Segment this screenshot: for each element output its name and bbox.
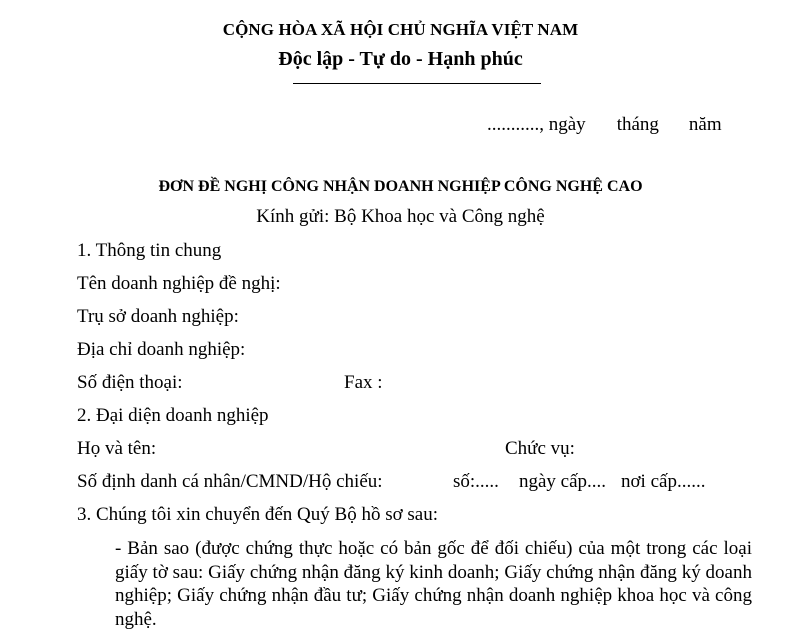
recipient-line: Kính gửi: Bộ Khoa học và Công nghệ bbox=[256, 206, 545, 227]
id-issue-date: ngày cấp.... bbox=[519, 471, 607, 492]
address-label: Địa chỉ doanh nghiệp: bbox=[77, 339, 246, 360]
company-name-label: Tên doanh nghiệp đề nghị: bbox=[77, 273, 281, 294]
date-year: năm bbox=[688, 114, 722, 135]
representative-name-label: Họ và tên: bbox=[77, 438, 157, 459]
headquarters-label: Trụ sở doanh nghiệp: bbox=[77, 306, 239, 327]
document-list-item: - Bản sao (được chứng thực hoặc có bản gốc để đối chiếu) của một trong các loại giấy tờ sau: Giấy chứng nhận đăng ký kinh doanh; Giấy chứng nhận đăng ký doanh nghiệp; Giấy chứng nhận đầu tư; Giấy chứng nhận doanh nghiệp khoa học và công nghệ. bbox=[115, 538, 752, 630]
date-line bbox=[487, 114, 722, 136]
section1-heading: 1. Thông tin chung bbox=[77, 240, 222, 261]
date-place-day: ..........., ngày bbox=[487, 114, 586, 135]
national-motto: Độc lập - Tự do - Hạnh phúc bbox=[278, 48, 523, 70]
id-number: số:..... bbox=[453, 471, 499, 492]
national-title: CỘNG HÒA XÃ HỘI CHỦ NGHĨA VIỆT NAM bbox=[222, 20, 579, 39]
date-month: tháng bbox=[616, 114, 659, 135]
fax-label: Fax : bbox=[344, 372, 383, 393]
id-label: Số định danh cá nhân/CMND/Hộ chiếu: bbox=[77, 471, 383, 492]
motto-underline bbox=[293, 83, 541, 84]
id-issue-place: nơi cấp...... bbox=[621, 471, 706, 492]
section2-heading: 2. Đại diện doanh nghiệp bbox=[77, 405, 269, 426]
section3-heading: 3. Chúng tôi xin chuyển đến Quý Bộ hồ sơ sau: bbox=[77, 504, 438, 525]
phone-label: Số điện thoại: bbox=[77, 372, 183, 393]
position-label: Chức vụ: bbox=[505, 438, 575, 459]
document-title: ĐƠN ĐỀ NGHỊ CÔNG NHẬN DOANH NGHIỆP CÔNG NGHỆ CAO bbox=[158, 178, 643, 195]
